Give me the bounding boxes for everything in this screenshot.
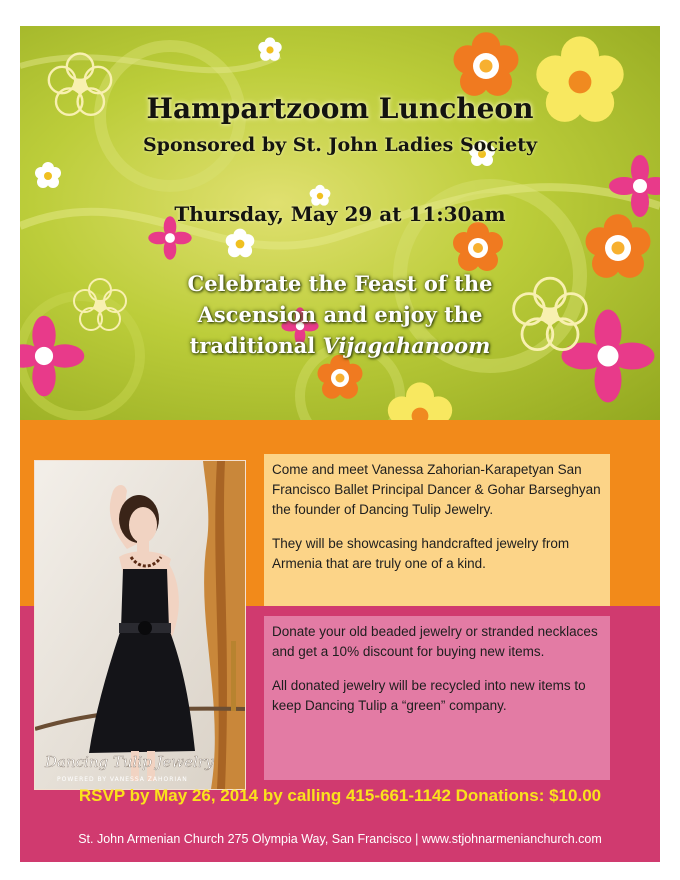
celebrate-line-3: [20, 330, 660, 361]
vijagahanoom-text: Vijagahanoom: [322, 333, 491, 358]
floral-header: [20, 26, 660, 420]
donation-text: Donate your old beaded jewelry or stranded necklaces and get a 10% discount for buying new items.: [272, 624, 598, 659]
donation-info-box: [264, 616, 610, 780]
flyer: [20, 26, 660, 862]
rsvp-line: RSVP by May 26, 2014 by calling 415-661-1142 Donations: $10.00: [78, 786, 602, 805]
dancer-photo: [34, 460, 246, 790]
celebrate-line-1: Celebrate the Feast of the: [187, 271, 493, 296]
celebrate-line-3-prefix: traditional: [189, 333, 323, 358]
recycle-text: All donated jewelry will be recycled into new items to keep Dancing Tulip a “green” company.: [272, 678, 586, 713]
dancer-illustration: [35, 461, 245, 789]
celebrate-line-2: Ascension and enjoy the: [197, 302, 483, 327]
speaker-info-box: [264, 454, 610, 606]
showcase-text: They will be showcasing handcrafted jewelry from Armenia that are truly one of a kind.: [272, 536, 570, 571]
event-title: Hampartzoom Luncheon: [146, 92, 534, 125]
church-footer: St. John Armenian Church 275 Olympia Way, San Francisco | www.stjohnarmenianchurch.com: [78, 832, 602, 846]
event-date: Thursday, May 29 at 11:30am: [174, 202, 506, 226]
speaker-intro: Come and meet Vanessa Zahorian-Karapetyan San Francisco Ballet Principal Dancer & Gohar Barseghyan the founder of Dancing Tulip Jewelry.: [272, 462, 601, 517]
celebrate-text: [20, 268, 660, 361]
photo-caption: Dancing Tulip Jewelry: [45, 753, 214, 771]
photo-credit: POWERED BY VANESSA ZAHORIAN: [57, 776, 188, 783]
sponsor-line: Sponsored by St. John Ladies Society: [142, 134, 538, 156]
